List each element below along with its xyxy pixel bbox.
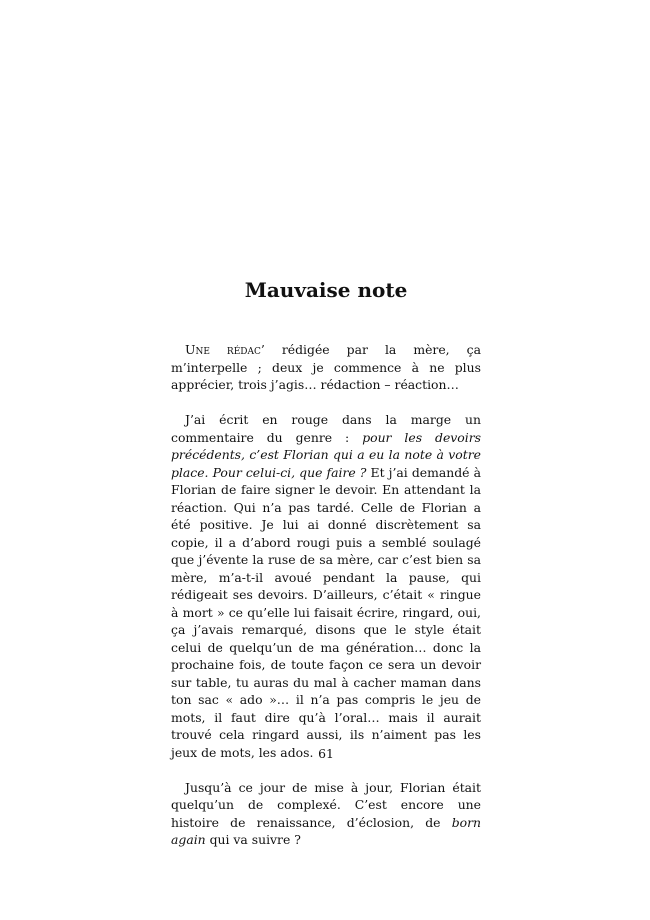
paragraph-1-text: rédigée par la mère, ça m’interpelle ; deux je commence à ne plus apprécier, trois j’agis… rédaction – réaction… (171, 342, 481, 392)
paragraph-3 (171, 779, 481, 849)
paragraph-2 (171, 411, 481, 761)
paragraph-1 (171, 341, 481, 394)
paragraph-3-text-b: qui va suivre ? (205, 832, 301, 847)
paragraph-2-italic: pour les devoirs précédents, c’est Florian qui a eu la note à votre place. Pour celui-ci, que faire ? (171, 429, 482, 480)
chapter-title: Mauvaise note (244, 278, 408, 302)
paragraph-2-text-b: Et j’ai demandé à Florian de faire signer le devoir. En attendant la réaction. Qui n’a pas tardé. Celle de Florian a été positive. Je lui ai donné discrètement sa copie, il a d’abord rougi puis a semblé soulagé que j’évente la ruse de sa mère, car c’est bien sa mère, m’a-t-il avoué pendant la pause, qui rédigeait ses devoirs. D’ailleurs, c’était « ringue à mort » ce qu’elle lui faisait écrire, ringard, oui, ça j’avais remarqué, disons que le style était celui de quelqu’un de ma génération… donc la prochaine fois, de toute façon ce sera un devoir sur table, tu auras du mal à cacher maman dans ton sac « ado »… il n’a pas compris le jeu de mots, il faut dire qu’à l’oral… mais il aurait trouvé cela ringard aussi, ils n’aiment pas les jeux de mots, les ados. (171, 464, 481, 760)
paragraph-3-text-a: Jusqu’à ce jour de mise à jour, Florian était quelqu’un de complexé. C’est encore une histoire de renaissance, d’éclosion, de (171, 779, 481, 830)
paragraph-2-text-a: J’ai écrit en rouge dans la marge un commentaire du genre : (171, 412, 481, 445)
paragraph-1-lead: Une rédac’ (185, 342, 265, 357)
page-number: 61 (318, 746, 334, 761)
paragraph-3-italic: born again (171, 814, 481, 847)
page-body (171, 275, 481, 866)
